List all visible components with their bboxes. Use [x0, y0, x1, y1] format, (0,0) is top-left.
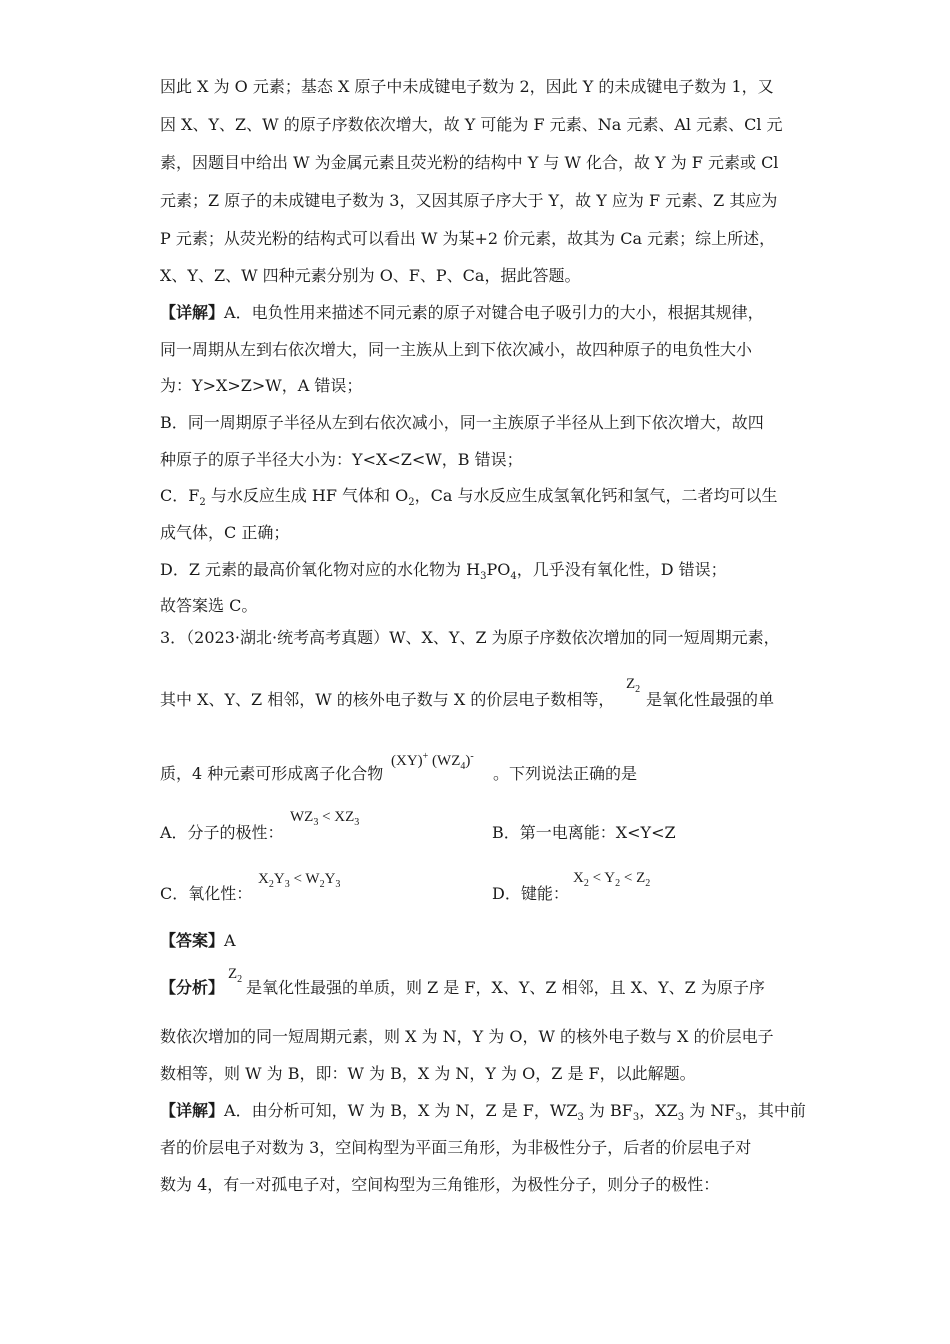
text-line: X、Y、Z、W 四种元素分别为 O、F、P、Ca，据此答题。: [160, 266, 581, 285]
text-line: 数相等，则 W 为 B，即：W 为 B，X 为 N，Y 为 O，Z 是 F，以此解题。: [160, 1064, 696, 1083]
option-b[interactable]: B．第一电离能：X<Y<Z: [492, 823, 676, 842]
section-tag-analysis: 【分析】: [160, 978, 225, 997]
formula-option-a: $WZ_3 < XZ_3$: [290, 809, 360, 828]
text-line: 数依次增加的同一短周期元素，则 X 为 N，Y 为 O，W 的核外电子数与 X 的价层电子: [160, 1027, 774, 1046]
text-line: [160, 559, 727, 581]
text-line: 者的价层电子对数为 3，空间构型为平面三角形，为非极性分子，后者的价层电子对: [160, 1138, 752, 1157]
text-span: D．Z 元素的最高价氧化物对应的水化物为 H: [160, 560, 481, 579]
formula-ionic-compound: (XY)+ $(WZ_4)^-$: [391, 751, 474, 772]
text-span: 与水反应生成 HF 气体和 O: [205, 486, 409, 505]
text-span: ，几乎没有氧化性，D 错误；: [516, 560, 727, 579]
formula-z2: $Z_2$: [626, 676, 641, 695]
formula-option-c: $X_2Y_3 < W_2Y_3$: [258, 871, 341, 890]
text-line: 成气体，C 正确；: [160, 523, 290, 542]
text-line: 素，因题目中给出 W 为金属元素且荧光粉的结构中 Y 与 W 化合，故 Y 为 F 元素或 Cl: [160, 153, 779, 172]
option-c[interactable]: C．氧化性：: [160, 884, 253, 903]
text-line: 种原子的原子半径大小为：Y<X<Z<W，B 错误；: [160, 450, 523, 469]
section-tag-detail: 【详解】: [160, 303, 225, 322]
text-line: 因 X、Y、Z、W 的原子序数依次增大，故 Y 可能为 F 元素、Na 元素、Al 元素、Cl 元: [160, 115, 783, 134]
text-line: 。下列说法正确的是: [493, 764, 638, 783]
text-line: 为：Y>X>Z>W，A 错误；: [160, 376, 363, 395]
text-line: [160, 485, 778, 507]
detail-line: [160, 302, 764, 324]
text-line: 是氧化性最强的单: [646, 690, 775, 709]
detail-line: 【详解】A．由分析可知，W 为 B，X 为 N，Z 是 F，$WZ_3$ 为 $BF_3$，$XZ_3$ 为 $NF_3$，其中前: [160, 1101, 806, 1124]
text-span: ，Ca 与水反应生成氢氧化钙和氢气，二者均可以生: [414, 486, 778, 505]
text-span: A．由分析可知，W 为 B，X 为 N，Z 是 F，WZ: [224, 1101, 578, 1120]
text-line: 其中 X、Y、Z 相邻，W 的核外电子数与 X 的价层电子数相等，: [160, 690, 615, 709]
text-line: 是氧化性最强的单质，则 Z 是 F，X、Y、Z 相邻，且 X、Y、Z 为原子序: [246, 978, 765, 997]
subscript: 2: [408, 497, 415, 509]
subscript: 2: [199, 497, 206, 509]
text-line: 因此 X 为 O 元素；基态 X 原子中未成键电子数为 2，因此 Y 的未成键电子数为 1，又: [160, 77, 774, 96]
formula-z2: $Z_2$: [228, 966, 243, 985]
text-line: P 元素；从荧光粉的结构式可以看出 W 为某+2 价元素，故其为 Ca 元素；综上所述，: [160, 229, 776, 248]
formula-option-d: $X_2 < Y_2 < Z_2$: [573, 870, 651, 889]
text-line: 质，4 种元素可形成离子化合物: [160, 764, 384, 783]
text-span: PO: [486, 560, 511, 579]
text-line: 元素；Z 原子的未成键电子数为 3，又因其原子序大于 Y，故 Y 应为 F 元素、Z 其应为: [160, 191, 778, 210]
question-3-stem: 3．（2023·湖北·统考高考真题）W、X、Y、Z 为原子序数依次增加的同一短周期元素，: [160, 628, 780, 647]
answer-value: A: [224, 931, 236, 950]
subscript: 4: [510, 571, 517, 583]
text-line: 数为 4，有一对孤电子对，空间构型为三角锥形，为极性分子，则分子的极性：: [160, 1175, 720, 1194]
section-tag-answer: 【答案】: [160, 931, 225, 950]
text-span: C．F: [160, 486, 200, 505]
section-tag-detail: 【详解】: [160, 1101, 225, 1120]
subscript: 3: [480, 571, 487, 583]
text-line: 故答案选 C。: [160, 596, 258, 615]
text-line: B．同一周期原子半径从左到右依次减小，同一主族原子半径从上到下依次增大，故四: [160, 413, 764, 432]
answer-line: [160, 930, 236, 952]
text-line: 同一周期从左到右依次增大，同一主族从上到下依次减小，故四种原子的电负性大小: [160, 340, 753, 359]
option-a[interactable]: A．分子的极性：: [160, 823, 284, 842]
option-d[interactable]: D．键能：: [492, 884, 569, 903]
text-span: A．电负性用来描述不同元素的原子对键合电子吸引力的大小，根据其规律，: [224, 303, 764, 322]
